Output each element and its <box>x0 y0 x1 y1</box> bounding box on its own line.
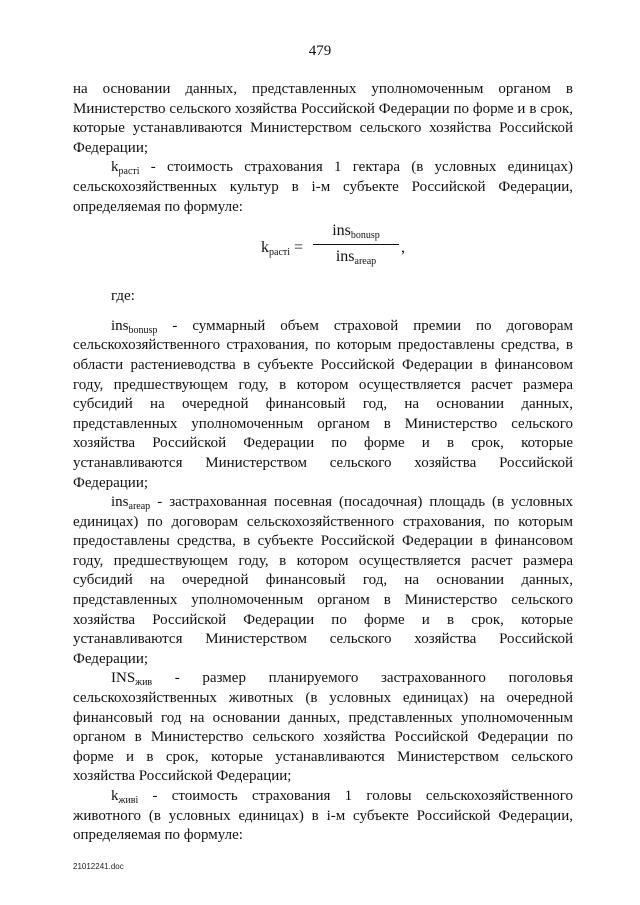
formula-num-symbol: ins <box>332 222 351 240</box>
paragraph-k-zhivi <box>73 787 573 846</box>
formula-k-rasti <box>73 221 573 281</box>
footer-doc-id: 21012241.doc <box>73 862 124 871</box>
formula-num-sub: bonusp <box>350 230 380 242</box>
paragraph-ins-areap <box>73 493 573 669</box>
symbol-k: k <box>111 788 119 804</box>
formula-den-sub: areap <box>354 256 377 268</box>
paragraph-ins-bonusp-text: - суммарный объем страховой премии по договорам сельскохозяйственного страхования, по которым предоставлены средства, в области растениеводства в субъекте Российской Федерации в финансовом году, предшествующем году, в котором осуществляется расчет размера субсидий на очередной финансовый год, на основании данных, представленных уполномоченным органом в Министерство сельского хозяйства Российской Федерации по форме и в срок, которые устанавливаются Министерством сельского хозяйства Российской Федерации; <box>73 317 573 491</box>
symbol-ins: ins <box>111 494 129 511</box>
symbol-sub-areap: areap <box>128 501 151 513</box>
spacer <box>73 307 573 317</box>
formula-tail: , <box>401 239 405 257</box>
symbol-INS: INS <box>111 670 136 687</box>
paragraph-1: на основании данных, представленных уполномоченным органом в Министерство сельского хозяйства Российской Федерации по форме и в срок, которые устанавливаются Министерством сельского хозяйства Российской Федерации; <box>73 81 573 156</box>
formula-den-symbol: ins <box>335 248 355 266</box>
where-label: где: <box>111 288 135 305</box>
formula-lhs <box>261 238 303 258</box>
paragraph-ins-areap-text: - застрахованная посевная (посадочная) площадь (в условных единицах) по договорам сельскохозяйственного страхования, по которым предоставлены средства, в субъекте Российской Федерации в финансовом году, предшествующем году, в котором осуществляется расчет размера субсидий на очередной финансовый год, на основании данных, представленных уполномоченным органом в Министерство сельского хозяйства Российской Федерации по форме и в срок, которые устанавливаются Министерством сельского хозяйства Российской Федерации; <box>73 494 573 667</box>
paragraph-k-zhivi-text: - стоимость страхования 1 головы сельскохозяйственного животного (в условных единицах) в i-м субъекте Российской Федерации, определяемая по формуле: <box>73 788 573 844</box>
symbol-sub-zhiv: жив <box>135 677 153 689</box>
paragraph-k-rasti <box>73 158 573 217</box>
symbol-sub-rasti: расті <box>118 166 140 178</box>
symbol-k: k <box>111 159 119 176</box>
paragraph-ins-zhiv <box>73 669 573 787</box>
symbol-sub-bonusp: bonusp <box>128 324 158 336</box>
formula-fraction <box>313 221 399 267</box>
page-number: 479 <box>308 43 332 59</box>
symbol-ins: ins <box>111 317 129 334</box>
formula-lhs-symbol: k <box>261 239 269 257</box>
formula-equals: = <box>290 239 304 257</box>
formula-lhs-sub: расті <box>269 247 291 259</box>
paragraph-ins-zhiv-text: - размер планируемого застрахованного поголовья сельскохозяйственных животных (в условных единицах) на очередной финансовый год на основании данных, представленных уполномоченным органом в Министерство сельского хозяйства Российской Федерации по форме и в срок, которые устанавливаются Министерством сельского хозяйства Российской Федерации; <box>73 670 573 785</box>
document-body <box>73 80 573 846</box>
symbol-sub-zhivi: живі <box>118 795 139 806</box>
formula-numerator <box>313 221 399 245</box>
paragraph-k-rasti-text: - стоимость страхования 1 гектара (в условных единицах) сельскохозяйственных культур в i-м субъекте Российской Федерации, определяемая по формуле: <box>73 159 573 215</box>
formula-denominator <box>313 245 399 267</box>
paragraph-ins-bonusp <box>73 317 573 493</box>
